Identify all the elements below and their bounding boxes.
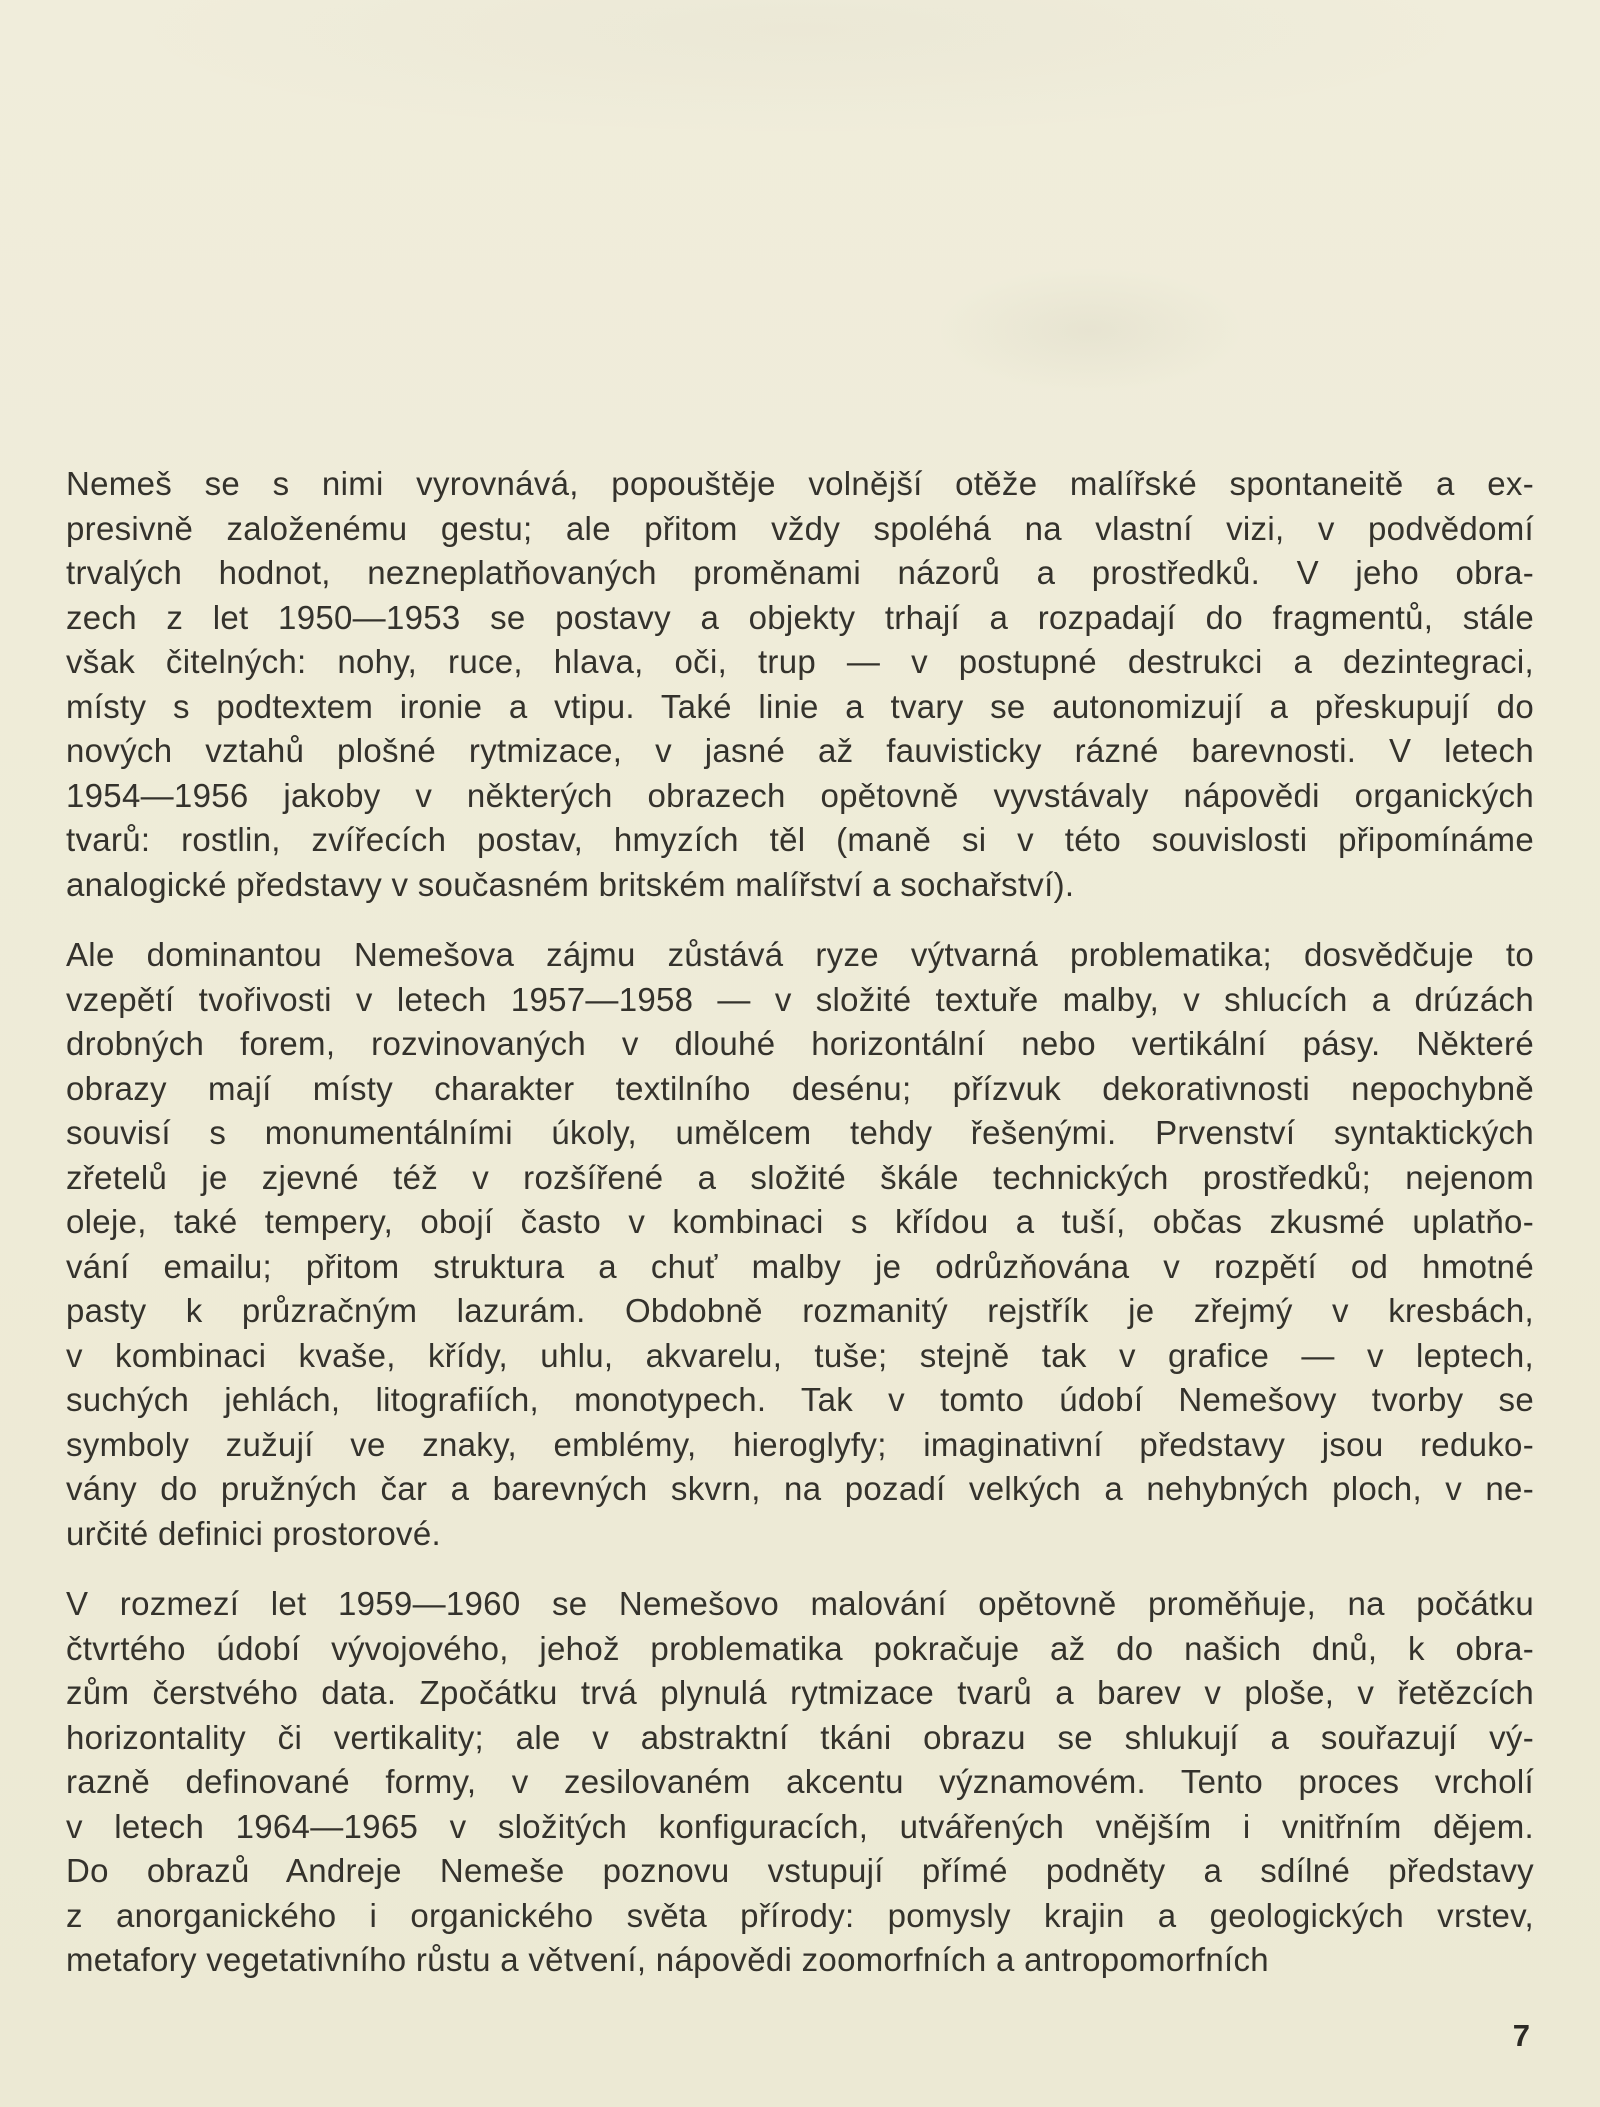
text-line: V rozmezí let 1959—1960 se Nemešovo malování opětovně proměňuje, na počátku: [66, 1585, 1534, 1622]
paragraph: [66, 462, 1534, 907]
text-line: vány do pružných čar a barevných skvrn, na pozadí velkých a nehybných ploch, v ne-: [66, 1470, 1534, 1507]
text-line: zům čerstvého data. Zpočátku trvá plynulá rytmizace tvarů a barev v ploše, v řetězcích: [66, 1674, 1534, 1711]
text-line: v kombinaci kvaše, křídy, uhlu, akvarelu, tuše; stejně tak v grafice — v leptech,: [66, 1336, 1534, 1374]
text-line: obrazy mají místy charakter textilního desénu; přízvuk dekorativnosti nepochybně: [66, 1069, 1534, 1107]
text-line: drobných forem, rozvinovaných v dlouhé horizontální nebo vertikální pásy. Některé: [66, 1025, 1534, 1062]
text-line: suchých jehlách, litografiích, monotypech. Tak v tomto údobí Nemešovy tvorby se: [66, 1381, 1534, 1418]
text-block: [66, 462, 1534, 2009]
text-line: horizontality či vertikality; ale v abstraktní tkáni obrazu se shlukují a souřazují vý-: [66, 1718, 1534, 1756]
text-line: souvisí s monumentálními úkoly, umělcem tehdy řešenými. Prvenství syntaktických: [66, 1114, 1534, 1151]
paragraph: [66, 933, 1534, 1556]
text-line: metafory vegetativního růstu a větvení, nápovědi zoomorfních a antropomorfních: [66, 1941, 1269, 1978]
text-line: z anorganického i organického světa přírody: pomysly krajin a geologických vrstev,: [66, 1896, 1534, 1934]
text-line: zřetelů je zjevné též v rozšířené a složité škále technických prostředků; nejenom: [66, 1158, 1534, 1196]
text-line: však čitelných: nohy, ruce, hlava, oči, trup — v postupné destrukci a dezintegraci,: [66, 643, 1534, 680]
text-line: vzepětí tvořivosti v letech 1957—1958 — v složité textuře malby, v shlucích a drúzách: [66, 980, 1534, 1018]
text-line: čtvrtého údobí vývojového, jehož problematika pokračuje až do našich dnů, k obra-: [66, 1629, 1534, 1667]
text-line: oleje, také tempery, obojí často v kombinaci s křídou a tuší, občas zkusmé uplatňo-: [66, 1203, 1534, 1240]
text-line: presivně založenému gestu; ale přitom vždy spoléhá na vlastní vizi, v podvědomí: [66, 509, 1534, 547]
paragraph: [66, 1582, 1534, 1983]
text-line: Ale dominantou Nemešova zájmu zůstává ryze výtvarná problematika; dosvědčuje to: [66, 936, 1534, 973]
text-line: vání emailu; přitom struktura a chuť malby je odrůzňována v rozpětí od hmotné: [66, 1247, 1534, 1285]
text-line: symboly zužují ve znaky, emblémy, hieroglyfy; imaginativní představy jsou reduko-: [66, 1425, 1534, 1463]
text-line: zech z let 1950—1953 se postavy a objekty trhají a rozpadají do fragmentů, stále: [66, 598, 1534, 636]
text-line: razně definované formy, v zesilovaném akcentu významovém. Tento proces vrcholí: [66, 1763, 1534, 1800]
text-line: místy s podtextem ironie a vtipu. Také linie a tvary se autonomizují a přeskupují do: [66, 687, 1534, 725]
text-line: nových vztahů plošné rytmizace, v jasné až fauvisticky rázné barevnosti. V letech: [66, 732, 1534, 769]
page-number: 7: [1512, 2018, 1530, 2053]
text-line: 1954—1956 jakoby v některých obrazech opětovně vyvstávaly nápovědi organických: [66, 776, 1534, 814]
text-line: pasty k průzračným lazurám. Obdobně rozmanitý rejstřík je zřejmý v kresbách,: [66, 1292, 1534, 1329]
text-line: trvalých hodnot, nezneplatňovaných proměnami názorů a prostředků. V jeho obra-: [66, 554, 1534, 591]
text-line: Nemeš se s nimi vyrovnává, popouštěje volnější otěže malířské spontaneitě a ex-: [66, 465, 1534, 502]
text-line: analogické představy v současném britském malířství a sochařství).: [66, 865, 1075, 903]
text-line: tvarů: rostlin, zvířecích postav, hmyzích těl (maně si v této souvislosti připomínáme: [66, 821, 1534, 858]
text-line: v letech 1964—1965 v složitých konfiguracích, utvářených vnějším i vnitřním dějem.: [66, 1807, 1534, 1845]
text-line: Do obrazů Andreje Nemeše poznovu vstupují přímé podněty a sdílné představy: [66, 1852, 1534, 1889]
text-line: určité definici prostorové.: [66, 1514, 441, 1552]
